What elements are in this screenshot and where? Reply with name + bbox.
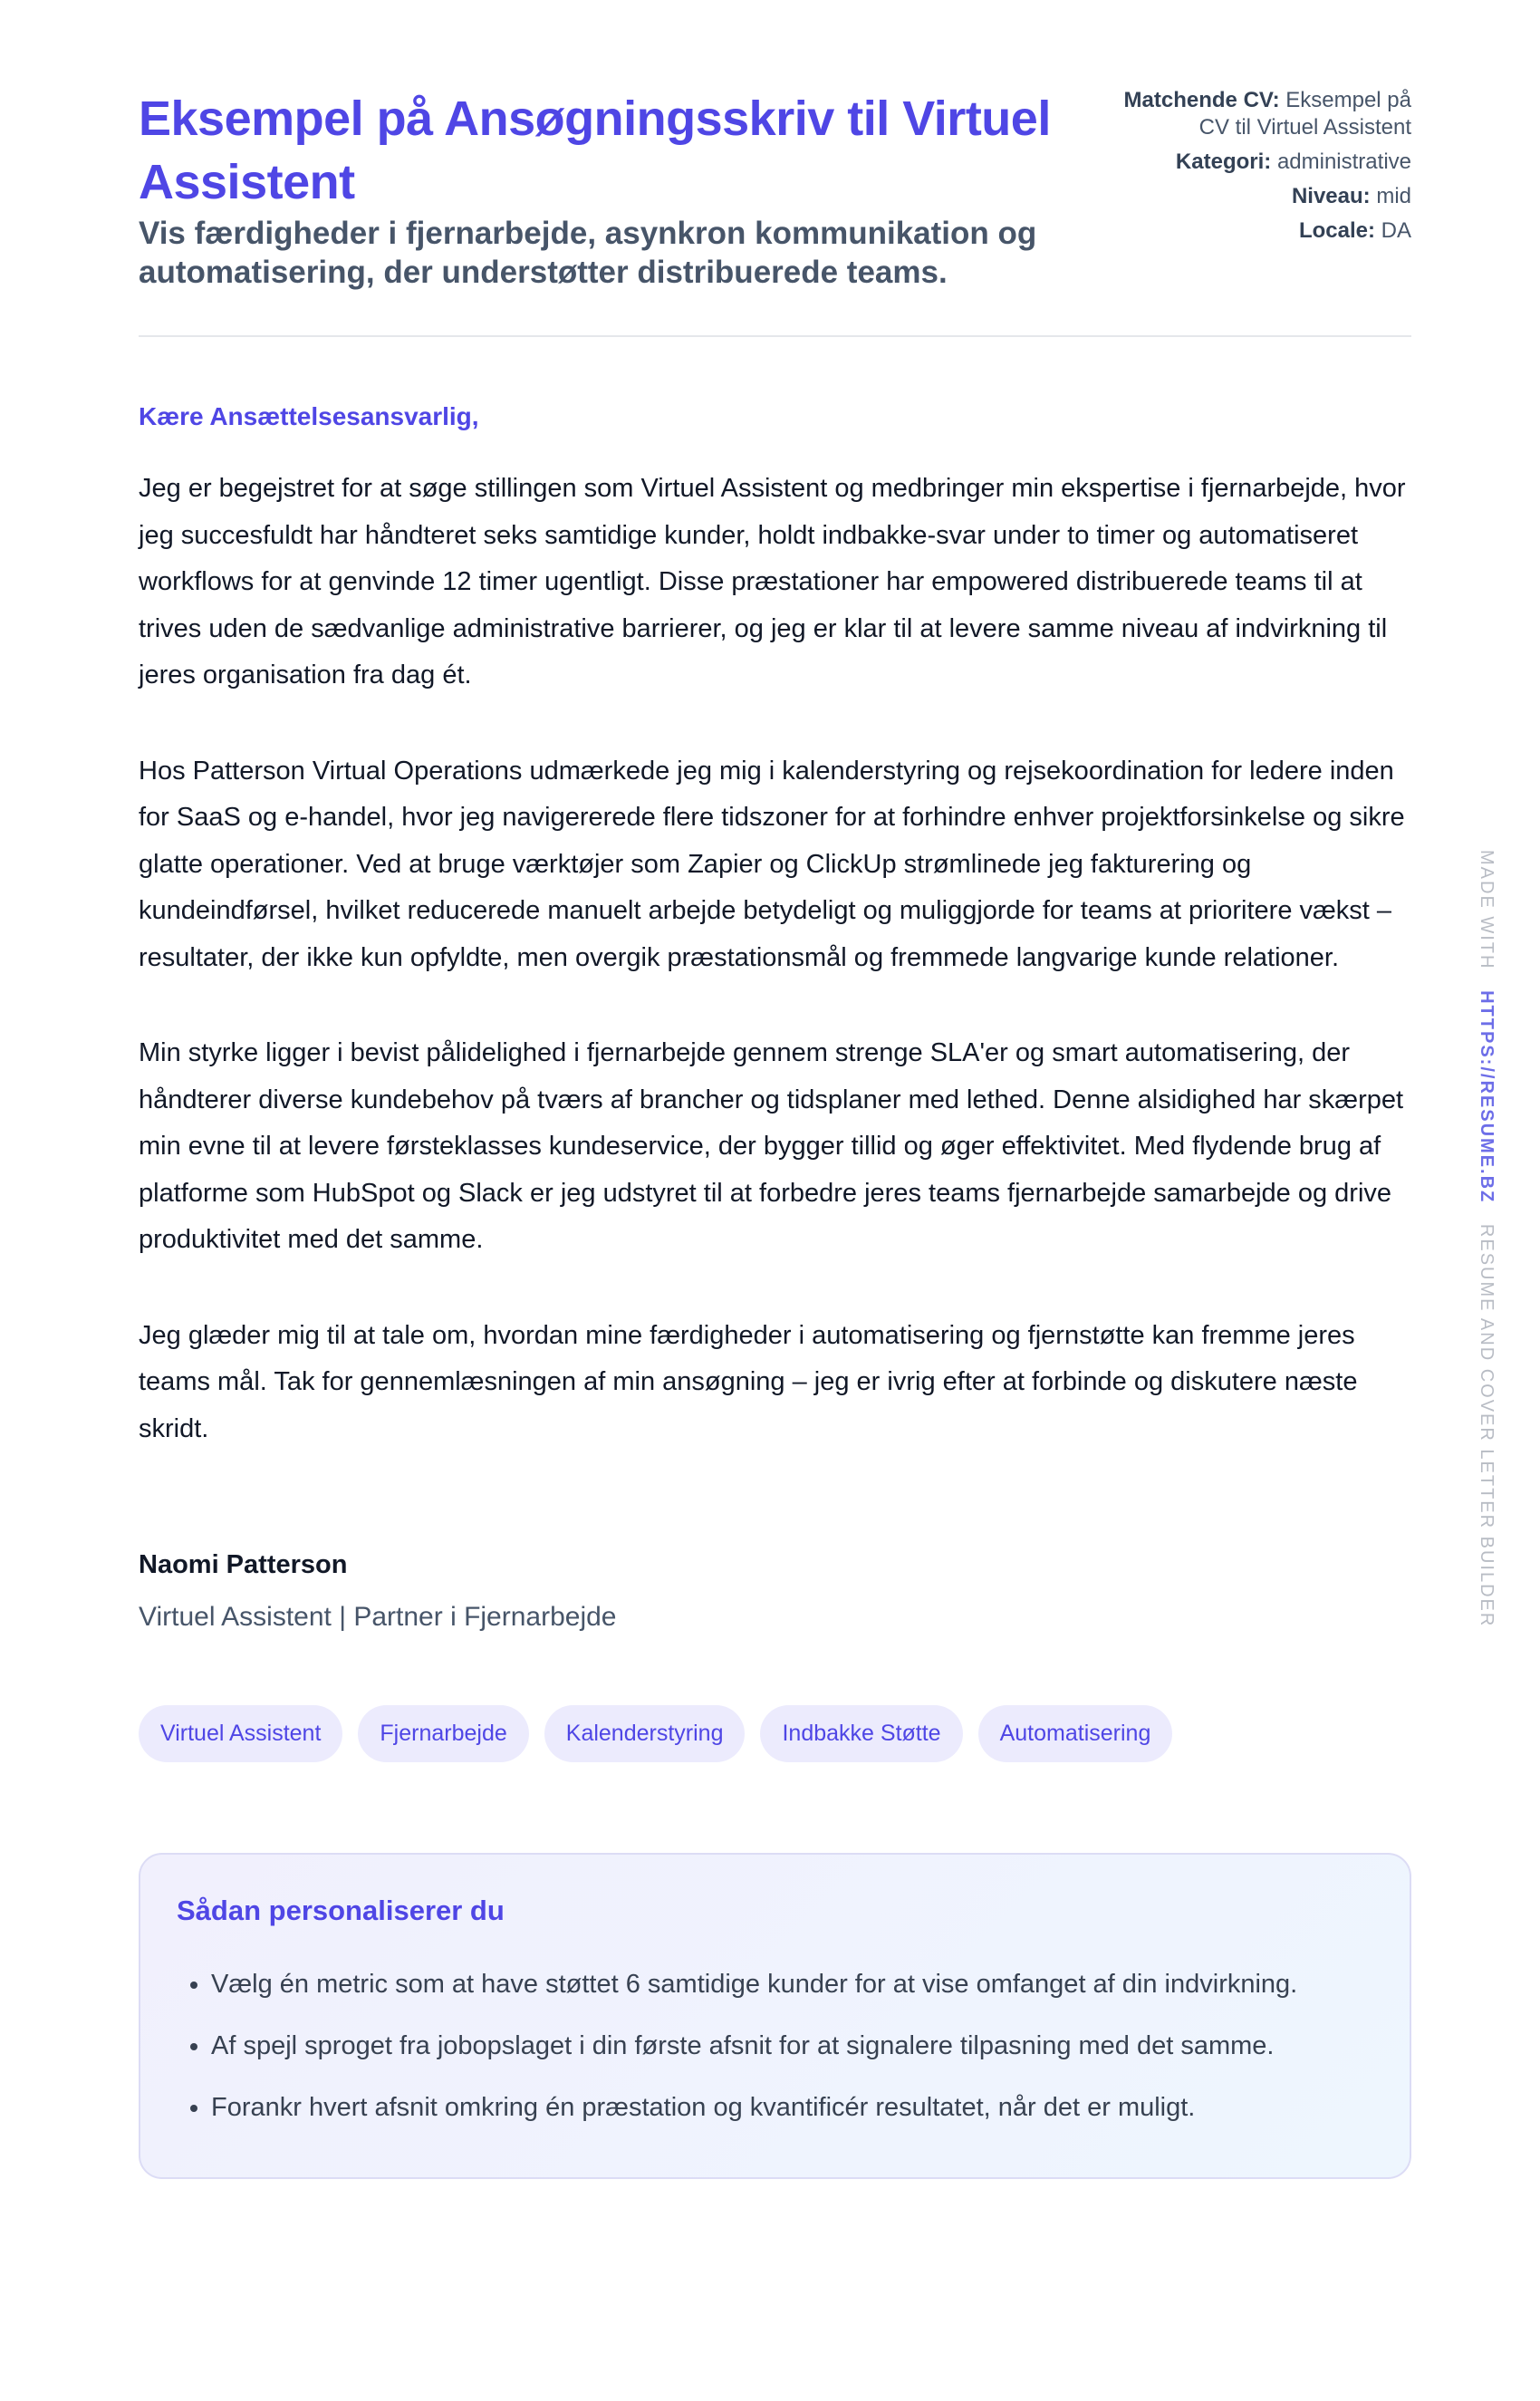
meta-key: Matchende CV: <box>1123 88 1280 112</box>
tips-title: Sådan personaliserer du <box>177 1895 505 1926</box>
tag: Virtuel Assistent <box>139 1705 342 1762</box>
tips-list <box>177 1962 1373 2130</box>
meta-key: Kategori: <box>1175 149 1272 174</box>
letter-paragraph: Min styrke ligger i bevist pålidelighed i fjernarbejde gennem strenge SLA'er og smart automatisering, der håndterer diverse kundebehov på tværs af brancher og tidsplaner med lethed. Denne alsidighed har skærpet min evne til at levere førsteklasses kundeservice, der bygger tillid og øger effektivitet. Med flydende brug af platforme som HubSpot og Slack er jeg udstyret til at forbedre jeres teams fjernarbejde samarbejde og drive produktivitet med det samme. <box>139 1038 1404 1254</box>
cover-letter-page <box>139 87 1411 2179</box>
tag: Kalenderstyring <box>544 1705 746 1762</box>
tag-list <box>139 1705 1411 1762</box>
meta-value: administrative <box>1276 149 1411 174</box>
meta-key: Locale: <box>1298 218 1375 243</box>
tip-item: • Forankr hvert afsnit omkring én præstation og kvantificér resultatet, når det er muligt. <box>211 2085 1373 2130</box>
meta-level <box>1112 183 1411 210</box>
watermark <box>1476 850 1497 1627</box>
letter-greeting: Kære Ansættelsesansvarlig, <box>139 402 479 430</box>
tip-item: • Vælg én metric som at have støttet 6 samtidige kunder for at vise omfanget af din indvirkning. <box>211 1962 1373 2007</box>
watermark-suffix: RESUME AND COVER LETTER BUILDER <box>1477 1223 1497 1628</box>
header <box>139 87 1411 337</box>
personalization-tips-box <box>139 1853 1411 2179</box>
meta-locale <box>1112 217 1411 245</box>
meta-category <box>1112 149 1411 176</box>
meta-panel <box>1112 87 1411 252</box>
meta-key: Niveau: <box>1291 184 1371 208</box>
tag: Indbakke Støtte <box>760 1705 962 1762</box>
signature-name: Naomi Patterson <box>139 1550 348 1579</box>
letter-paragraph: Jeg er begejstret for at søge stillingen som Virtuel Assistent og medbringer min ekspertise i fjernarbejde, hvor jeg succesfuldt har håndteret seks samtidige kunder, holdt indbakke-svar under to timer og automatiseret workflows for at genvinde 12 timer ugentligt. Disse præstationer har empowered distribuerede teams til at trives uden de sædvanlige administrative barrierer, og jeg er klar til at levere samme niveau af indvirkning til jeres organisation fra dag ét. <box>139 474 1406 689</box>
tag: Fjernarbejde <box>358 1705 528 1762</box>
meta-matching-cv <box>1112 87 1411 141</box>
signature-role: Virtuel Assistent | Partner i Fjernarbejde <box>139 1602 617 1632</box>
header-left <box>139 87 1099 292</box>
page-title: Eksempel på Ansøgningsskriv til Virtuel Assistent <box>139 92 1051 209</box>
letter-paragraph: Jeg glæder mig til at tale om, hvordan mine færdigheder i automatisering og fjernstøtte kan fremme jeres teams mål. Tak for gennemlæsningen af min ansøgning – jeg er ivrig efter at forbinde og diskutere næste skridt. <box>139 1320 1358 1443</box>
tag: Automatisering <box>978 1705 1173 1762</box>
meta-value: Eksempel på CV til Virtuel Assistent <box>1198 88 1411 140</box>
letter-paragraph: Hos Patterson Virtual Operations udmærkede jeg mig i kalenderstyring og rejsekoordination for ledere inden for SaaS og e-handel, hvor jeg navigererede flere tidszoner for at forhindre enhver projektforsinkelse og sikre glatte operationer. Ved at bruge værktøjer som Zapier og ClickUp strømlinede jeg fakturering og kundeindførsel, hvilket reducerede manuelt arbejde betydeligt og muliggjorde for teams at prioritere vækst – resultater, der ikke kun opfyldte, men overgik præstationsmål og fremmede langvarige kunde relationer. <box>139 756 1405 972</box>
watermark-prefix: MADE WITH <box>1477 850 1497 970</box>
meta-value: mid <box>1376 184 1411 208</box>
watermark-link[interactable]: HTTPS://RESUME.BZ <box>1477 990 1497 1204</box>
tip-item: • Af spejl sproget fra jobopslaget i din første afsnit for at signalere tilpasning med det samme. <box>211 2023 1373 2068</box>
page-subtitle: Vis færdigheder i fjernarbejde, asynkron kommunikation og automatisering, der understøtter distribuerede teams. <box>139 216 1037 290</box>
meta-value: DA <box>1381 218 1411 243</box>
